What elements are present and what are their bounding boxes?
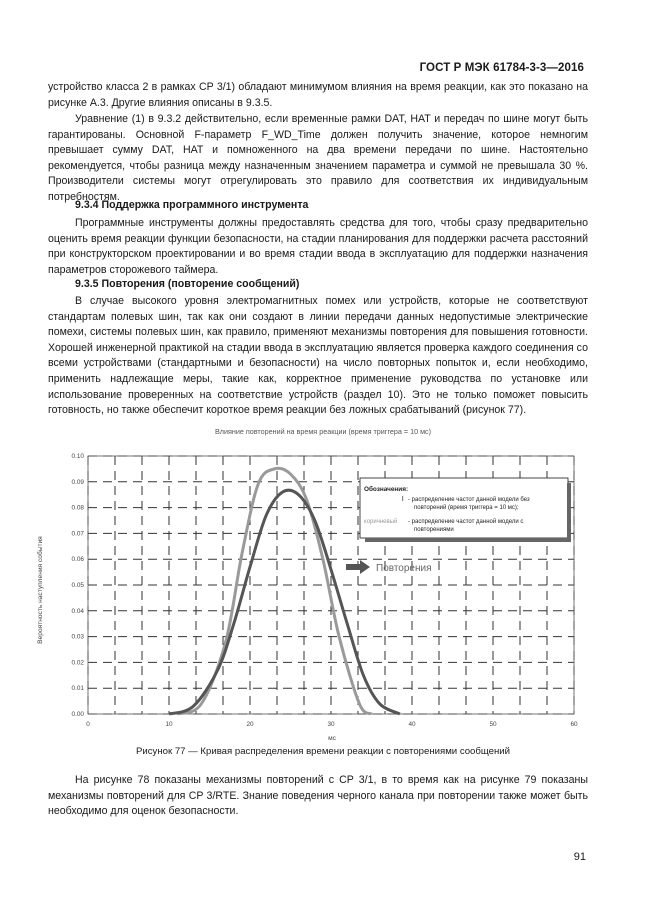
y-tick-label: 0.05 [71, 582, 84, 589]
paragraph-continuation: устройство класса 2 в рамках CP 3/1) обладают минимумом влияния на время реакции, как это показано на рисунке А.3. Другие влияния описаны в 9.3.5. [48, 81, 588, 109]
x-tick-label: 50 [489, 721, 497, 728]
document-header: ГОСТ Р МЭК 61784-3-3—2016 [419, 62, 584, 74]
y-tick-label: 0.02 [71, 659, 84, 667]
x-tick-label: 40 [408, 721, 416, 728]
y-tick-label: 0.00 [71, 711, 84, 718]
legend-entry-with-repetitions: - распределение частот данной модели с повторениями [408, 519, 524, 533]
legend-entry-without-repetitions: - распределение частот данной модели без повторений (время триггера = 10 мс); [408, 497, 530, 511]
y-tick-label: 0.04 [71, 607, 84, 615]
y-axis-label: Вероятность наступления события [37, 536, 44, 644]
section-heading-9-3-5: 9.3.5 Повторения (повторение сообщений) [75, 278, 300, 290]
x-tick-label: 60 [570, 721, 578, 728]
paragraph-repetitions: В случае высокого уровня электромагнитных помех или устройств, которые не соответствуют стандартам полевых шин, так как они создают в линии передачи данных недопустимые электрические помехи, системы полевых шин, как правило, применяют механизмы повторения для повышения готовности. Хорошей инженерной практикой на стадии ввода в эксплуатацию является проверка каждого соединения со всеми устройствами (стандартными и безопасности) на число повторных попыток и, если необходимо, применить надлежащие меры, такие как, корректное применение руководства по установке или использование проверенных на соответствие устройств (раздел 10). Это не только поможет повысить готовность, но также обеспечит короткое время реакции без ложных срабатываний (рисунок 77). [48, 295, 588, 417]
x-axis-label: мс [328, 735, 336, 742]
repetitions-annotation: Повторения [376, 563, 432, 574]
legend-swatch-without-repetitions [402, 496, 403, 501]
x-tick-label: 0 [86, 721, 90, 728]
y-tick-label: 0.09 [71, 478, 84, 486]
x-tick-label: 20 [246, 721, 254, 728]
y-tick-label: 0.10 [71, 453, 84, 460]
legend-title: Обозначения: [364, 486, 409, 493]
y-tick-label: 0.08 [71, 504, 84, 512]
chart-title: Влияние повторений на время реакции (время триггера = 10 мс) [214, 427, 432, 436]
paragraph-software-tools: Программные инструменты должны предоставлять средства для того, чтобы сразу предварительно оценить время реакции функции безопасности, на стадии планирования для поддержки расчета расстояний при конструкторском проектировании и во время стадии ввода в эксплуатацию для поддержки назначения параметров сторожевого таймера. [48, 217, 588, 276]
x-tick-label: 30 [327, 721, 335, 728]
paragraph-equation-validity: Уравнение (1) в 9.3.2 действительно, если временные рамки DAT, HAT и передач по шине могут быть гарантированы. Основной F-параметр F_WD_Time должен получить значение, которое немногим превышает сумму DAT, HAT и помноженного на два времени передачи по шине. Настоятельно рекомендуется, чтобы разница между назначенным значением параметра и суммой не превышала 30 %. Производители системы могут отрегулировать это правило для соответствия их индивидуальным потребностям. [48, 113, 588, 203]
page-number: 91 [573, 851, 586, 863]
series-line-without-repetitions [177, 468, 371, 714]
x-tick-label: 10 [165, 721, 173, 728]
figure-caption: Рисунок 77 — Кривая распределения времени реакции с повторениями сообщений [135, 746, 511, 757]
legend-swatch-label-brown: коричневый [364, 519, 398, 525]
y-tick-label: 0.01 [71, 685, 84, 693]
section-heading-9-3-4: 9.3.4 Поддержка программного инструмента [75, 199, 309, 211]
response-time-chart [30, 440, 610, 745]
paragraph-figures-78-79: На рисунке 78 показаны механизмы повторений с CP 3/1, в то время как на рисунке 79 показаны механизмы повторений для CP 3/RTE. Знание поведения черного канала при повторении также может быть необходимо для оценок безопасности. [48, 774, 588, 818]
y-tick-label: 0.03 [71, 633, 84, 641]
chart-legend [360, 478, 571, 542]
y-tick-label: 0.07 [71, 530, 84, 538]
y-tick-label: 0.06 [71, 556, 84, 564]
